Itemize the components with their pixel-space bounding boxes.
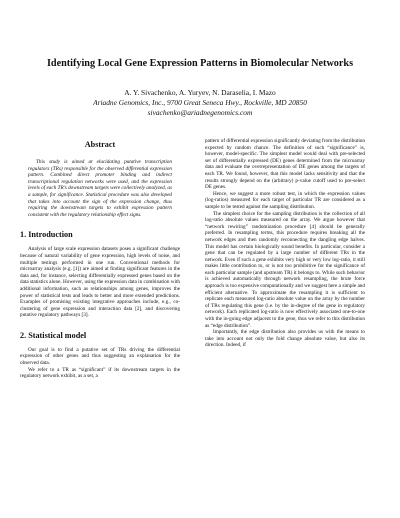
left-column bbox=[20, 140, 180, 380]
right-column bbox=[205, 138, 365, 349]
statistical-model-paragraph-2: We refer to a TR as “significant” if its downstream targets in the regulatory network exhibit, as a set, a bbox=[20, 366, 180, 380]
affiliation: Ariadne Genomics, Inc., 9700 Great Seneca Hwy., Rockville, MD 20850 bbox=[93, 98, 307, 107]
statistical-model-paragraph-1: Our goal is to find a putative set of TRs driving the differential expression of other genes and thus suggesting an explanation for the observed data. bbox=[20, 346, 180, 367]
right-paragraph-1: pattern of differential expression significantly deviating from the distribution expected by random chance. The definition of such “significance” is, however, model-specific. The simplest model would deal with pre-selected set of differentially expressed (DE) genes determined from the microarray data and evaluate the overrepresentation of DE genes among the targets of each TR. We found, however, that this model lacks sensitivity and that the results strongly depend on the (arbitrary) p-value cutoff used to pre-select DE genes. bbox=[205, 138, 365, 191]
right-paragraph-4: Importantly, the edge distribution also provides us with the means to take into account not only the fold change absolute value, but also its direction. Indeed, if bbox=[205, 329, 365, 349]
paper-title: Identifying Local Gene Expression Patterns in Biomolecular Networks bbox=[46, 58, 354, 69]
author-list: A. Y. Sivachenko, A. Yuryev, N. Daraselia, I. Mazo bbox=[124, 88, 276, 97]
section-heading-statistical-model: 2. Statistical model bbox=[20, 330, 87, 340]
abstract-text: This study is aimed at elucidating putative transcription regulators (TRs) responsible for the observed differential expression pattern. Combined direct promoter binding and indirect transcriptional regulation networks were used, and the expression levels of each TR’s downstream targets were collectively analyzed, as a sample, for significance. Statistical procedure was also developed that takes into account the sign of the expression change, thus requiring the downstream targets to exhibit expression pattern consistent with the regulatory relationship effect signs. bbox=[28, 159, 172, 218]
author-email: sivachenko@ariadnegenomics.com bbox=[147, 108, 253, 117]
right-paragraph-3: The simplest choice for the sampling distribution is the collection of all log-ratio absolute values measured on the array. We argue however that “network rewiring” randomization procedure [4] should be generally preferred. In resampling terms, this procedure requires breaking all the network edges and then randomly reconnecting the dangling edge halves. This model has certain biologically sound benefits. In particular, consider a gene that can be regulated by a large number of different TRs in the network. Even if such a gene exhibits very high or very low log-ratio, it still makes little contribution to, or is not too prohibitive for the significance of each particular sample (and upstream TR) it belongs to. While such behavior is achieved automatically through network resampling, the brute force approach is too expensive computationally and we suggest here a simple and efficient alternative. To approximate the resampling it is sufficient to replicate each measured log-ratio absolute value on the array by the number of TRs regulating this gene (i.e. by the in-degree of the gene in regulatory network). Each replicated log-ratio is now effectively associated one-to-one with the in-going edge adjacent to the gene, thus we refer to this distribution as “edge distribution”. bbox=[205, 210, 365, 329]
introduction-paragraph: Analysis of large scale expression datasets poses a significant challenge because of natural variability of gene expression, high levels of noise, and multiple testings performed in one run. Conventional methods for microarray analysis (e.g. [1]) are aimed at finding significant features in the data and, for instance, selecting differentially expressed genes based on the data statistics alone. However, using the expression data in combination with additional information, such as relationships among genes, improves the power of statistical tests and leads to better and more extended predictions. Examples of promising existing integrative approaches include, e.g., co-clustering of gene expression and interaction data [2], and discovering putative regulatory pathways [3]. bbox=[20, 246, 180, 319]
abstract-heading: Abstract bbox=[84, 140, 116, 149]
right-paragraph-2: Hence, we suggest a more robust test, in which the expression values (log-ratios) measured for each target of particular TR are considered as a sample to be tested against the sampling distribution. bbox=[205, 190, 365, 210]
section-heading-introduction: 1. Introduction bbox=[20, 230, 73, 240]
